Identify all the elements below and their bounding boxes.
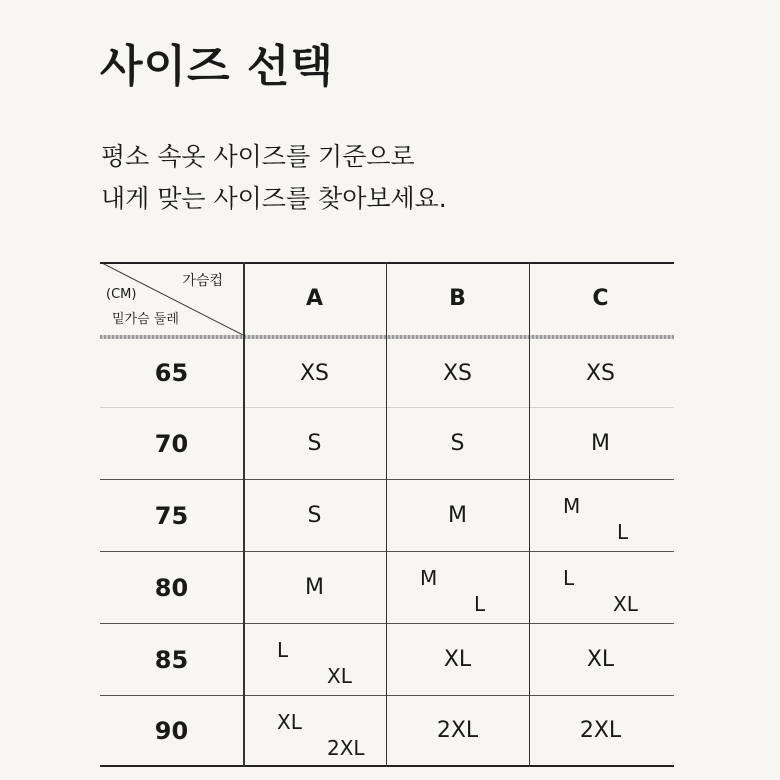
band-size-65: 65: [154, 359, 189, 387]
size-table: [100, 262, 674, 767]
size-option-secondary: L: [474, 592, 486, 616]
band-size-85: 85: [154, 645, 189, 674]
description: [101, 136, 447, 220]
corner-header: [100, 262, 243, 335]
column-header-c: C: [592, 286, 609, 311]
page-title: 사이즈 선택: [100, 41, 334, 92]
size-cell: [243, 696, 386, 765]
description-line-1: 평소 속옷 사이즈를 기준으로: [101, 142, 415, 171]
size-cell: [243, 624, 386, 695]
band-size-75: 75: [154, 501, 189, 530]
size-cell: M: [305, 575, 324, 600]
table-top-border: [100, 262, 674, 264]
size-option-primary: XL: [277, 710, 302, 734]
column-header-a: A: [305, 286, 324, 311]
size-cell: S: [307, 431, 322, 456]
size-cell: XL: [586, 647, 615, 672]
size-option-primary: L: [563, 566, 575, 590]
size-cell: XS: [442, 360, 473, 386]
band-size-70: 70: [154, 429, 189, 458]
size-option-primary: M: [563, 494, 581, 518]
size-option-primary: L: [277, 638, 289, 662]
size-cell: 2XL: [579, 718, 622, 743]
size-option-primary: M: [420, 566, 438, 590]
size-cell: XL: [443, 647, 472, 672]
unit-label: (CM): [106, 287, 137, 302]
band-header-label: 밑가슴 둘레: [112, 312, 179, 327]
size-cell: S: [450, 431, 465, 456]
size-option-secondary: L: [617, 520, 629, 544]
size-option-secondary: 2XL: [327, 736, 365, 760]
size-cell: XS: [585, 360, 616, 386]
size-cell: [529, 552, 672, 623]
size-cell: [529, 480, 672, 551]
size-option-secondary: XL: [327, 664, 352, 688]
size-cell: S: [307, 503, 322, 528]
size-cell: XS: [299, 360, 330, 386]
band-size-90: 90: [154, 716, 189, 745]
column-header-b: B: [449, 286, 466, 311]
size-option-secondary: XL: [613, 592, 638, 616]
size-cell: M: [448, 503, 467, 528]
size-cell: 2XL: [436, 718, 479, 743]
cup-header-label: 가슴컵: [182, 273, 223, 289]
band-size-80: 80: [154, 573, 189, 602]
size-cell: [386, 552, 529, 623]
size-cell: M: [591, 431, 610, 456]
description-line-2: 내게 맞는 사이즈를 찾아보세요.: [101, 184, 447, 213]
table-bottom-border: [100, 765, 674, 767]
